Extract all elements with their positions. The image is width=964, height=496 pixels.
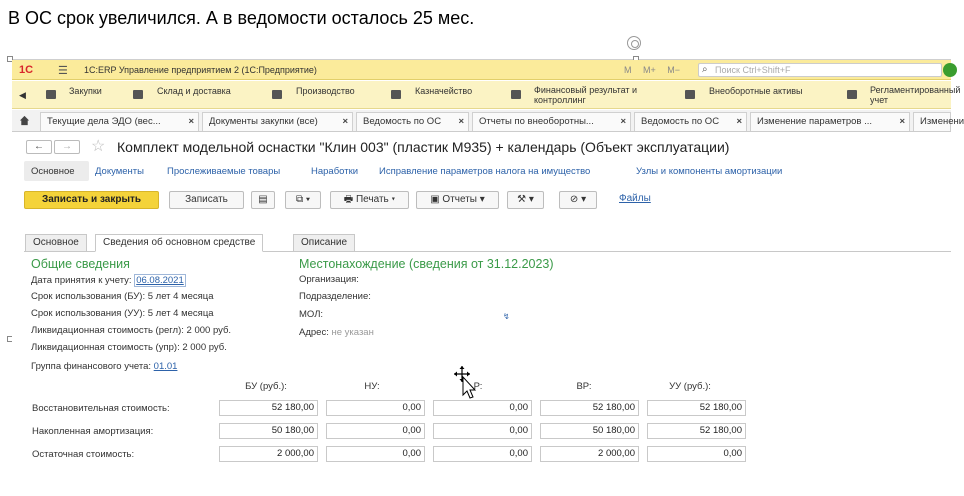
- bookmark-buttons: [624, 65, 689, 75]
- section-treasury[interactable]: Казначейство: [415, 86, 473, 96]
- acceptance-date-field: [31, 274, 186, 287]
- move-cursor-icon: [453, 365, 483, 401]
- row-label-restoration: Восстановительная стоимость:: [32, 403, 170, 414]
- subnav-amortization-nodes[interactable]: Узлы и компоненты амортизации: [636, 166, 783, 177]
- app-logo: 1С: [19, 64, 34, 76]
- residual-vr-input[interactable]: 2 000,00: [540, 446, 639, 462]
- car-icon: [685, 90, 695, 99]
- residual-bu-input[interactable]: 2 000,00: [219, 446, 318, 462]
- search-icon: ⌕: [702, 64, 708, 75]
- report-icon: [847, 90, 857, 99]
- print-button[interactable]: 🖶 Печать ▾: [330, 191, 409, 209]
- section-purchases[interactable]: Закупки: [69, 86, 102, 96]
- global-search-input[interactable]: [698, 63, 942, 77]
- financial-group-label: Группа финансового учета:: [31, 361, 152, 372]
- section-regulated-accounting[interactable]: Регламентированный учет: [870, 85, 961, 105]
- col-header-uu: УУ (руб.):: [669, 381, 711, 392]
- subnav-traceable-goods[interactable]: Прослеживаемые товары: [167, 166, 281, 177]
- close-icon[interactable]: ×: [736, 116, 742, 127]
- section-financial-result[interactable]: Финансовый результат и контроллинг: [534, 85, 638, 105]
- restoration-bu-input[interactable]: 52 180,00: [219, 400, 318, 416]
- col-header-bu: БУ (руб.):: [245, 381, 287, 392]
- title-bar: [12, 60, 951, 80]
- col-header-nu: НУ:: [364, 381, 380, 392]
- address-value: не указан: [331, 327, 374, 338]
- tab-label: Документы закупки (все): [209, 116, 318, 127]
- tab-noncurrent-reports[interactable]: [472, 112, 631, 131]
- subnav-main[interactable]: Основное: [31, 166, 75, 177]
- col-header-r: Р:: [473, 381, 483, 392]
- reports-button[interactable]: ▣ Отчеты ▾: [416, 191, 499, 209]
- structure-icon[interactable]: ▤: [251, 191, 275, 209]
- tab-os-statement-2[interactable]: [634, 112, 747, 131]
- residual-r-input[interactable]: 0,00: [433, 446, 532, 462]
- save-and-close-button[interactable]: Записать и закрыть: [24, 191, 159, 209]
- rotate-handle-icon[interactable]: [627, 36, 641, 50]
- depreciation-vr-input[interactable]: 50 180,00: [540, 423, 639, 439]
- subnav-property-tax[interactable]: Исправление параметров налога на имущество: [379, 166, 591, 177]
- form-tab-description[interactable]: Описание: [293, 234, 355, 252]
- back-button[interactable]: ←: [26, 140, 52, 154]
- m-button[interactable]: M: [624, 65, 632, 75]
- liquidation-regl-field: Ликвидационная стоимость (регл): 2 000 руб.: [31, 325, 232, 336]
- tab-change[interactable]: [913, 112, 964, 131]
- tab-label: Текущие дела ЭДО (вес...: [47, 116, 161, 127]
- section-bar: [12, 81, 961, 109]
- liquidation-upr-field: Ликвидационная стоимость (упр): 2 000 руб.: [31, 342, 227, 353]
- row-label-depreciation: Накопленная амортизация:: [32, 426, 154, 437]
- financial-group-field: [31, 361, 177, 372]
- save-button[interactable]: Записать: [169, 191, 244, 209]
- tab-label: Ведомость по ОС: [641, 116, 720, 127]
- treasury-icon: [391, 90, 401, 99]
- acceptance-date-link[interactable]: 06.08.2021: [136, 275, 184, 286]
- open-tabs-bar: [12, 110, 964, 132]
- factory-icon: [272, 90, 282, 99]
- scroll-left-icon[interactable]: ◀: [19, 90, 26, 100]
- tab-edo[interactable]: [40, 112, 199, 131]
- acceptance-date-label: Дата принятия к учету:: [31, 275, 132, 286]
- form-tab-os-info[interactable]: Сведения об основном средстве: [95, 234, 263, 252]
- m-minus-button[interactable]: M−: [667, 65, 681, 75]
- reports-label: Отчеты: [442, 194, 477, 205]
- location-section-title: Местонахождение (сведения от 31.12.2023): [299, 257, 554, 271]
- section-fixed-assets[interactable]: Внеоборотные активы: [709, 86, 803, 96]
- address-label: Адрес:: [299, 327, 329, 338]
- address-field: [299, 327, 374, 338]
- tools-icon[interactable]: ⚒ ▾: [507, 191, 544, 209]
- caption-text: В ОС срок увеличился. А в ведомости осталось 25 мес.: [8, 8, 475, 28]
- search-placeholder: Поиск Ctrl+Shift+F: [715, 65, 791, 75]
- app-window: [12, 60, 964, 496]
- section-production[interactable]: Производство: [296, 86, 355, 96]
- restoration-vr-input[interactable]: 52 180,00: [540, 400, 639, 416]
- col-header-vr: ВР:: [576, 381, 592, 392]
- term-uu-field: Срок использования (УУ): 5 лет 4 месяца: [31, 308, 214, 319]
- mol-field: МОЛ:: [299, 309, 324, 320]
- tab-purchase-docs[interactable]: [202, 112, 353, 131]
- depreciation-r-input[interactable]: 0,00: [433, 423, 532, 439]
- menu-icon[interactable]: ☰: [58, 65, 68, 77]
- subnav-runtime[interactable]: Наработки: [311, 166, 359, 177]
- close-icon[interactable]: ×: [188, 116, 194, 127]
- attach-icon[interactable]: ⊘ ▾: [559, 191, 597, 209]
- restoration-r-input[interactable]: 0,00: [433, 400, 532, 416]
- tab-param-change[interactable]: [750, 112, 910, 131]
- tab-label: Ведомость по ОС: [363, 116, 442, 127]
- tab-label: Отчеты по внеоборотны...: [479, 116, 594, 127]
- warehouse-icon: [133, 90, 143, 99]
- restoration-nu-input[interactable]: 0,00: [326, 400, 425, 416]
- close-icon[interactable]: ×: [458, 116, 464, 127]
- user-status-icon[interactable]: [943, 63, 957, 77]
- financial-group-link[interactable]: 01.01: [153, 361, 178, 372]
- depreciation-bu-input[interactable]: 50 180,00: [219, 423, 318, 439]
- section-warehouse[interactable]: Склад и доставка: [157, 86, 231, 96]
- print-label: Печать: [355, 194, 389, 205]
- depreciation-nu-input[interactable]: 0,00: [326, 423, 425, 439]
- subnav-documents[interactable]: Документы: [95, 166, 144, 177]
- general-section-title: Общие сведения: [31, 257, 130, 271]
- create-based-on-icon[interactable]: ⧉ ▾: [285, 191, 321, 209]
- close-icon[interactable]: ×: [342, 116, 348, 127]
- close-icon[interactable]: ×: [899, 116, 905, 127]
- forward-button[interactable]: →: [54, 140, 80, 154]
- chart-icon: [511, 90, 521, 99]
- favorite-star-icon[interactable]: ☆: [91, 138, 106, 155]
- app-title: 1С:ERP Управление предприятием 2 (1С:Предприятие): [84, 65, 317, 75]
- cart-icon: [46, 90, 56, 99]
- department-field: Подразделение:: [299, 291, 371, 302]
- files-link[interactable]: Файлы: [619, 193, 651, 204]
- tab-label: Изменение параметров ...: [757, 116, 873, 127]
- restoration-uu-input[interactable]: 52 180,00: [647, 400, 746, 416]
- organization-field: Организация:: [299, 274, 359, 285]
- residual-nu-input[interactable]: 0,00: [326, 446, 425, 462]
- home-icon[interactable]: [19, 115, 30, 126]
- close-icon[interactable]: ×: [620, 116, 626, 127]
- depreciation-uu-input[interactable]: 52 180,00: [647, 423, 746, 439]
- form-title: Комплект модельной оснастки "Клин 003" (пластик М935) + календарь (Объект эксплуатации): [117, 139, 730, 155]
- tab-label: Изменени: [920, 116, 964, 127]
- form-tab-main[interactable]: Основное: [25, 234, 87, 252]
- mol-marker-icon: ↯: [503, 312, 510, 321]
- m-plus-button[interactable]: M+: [643, 65, 656, 75]
- row-label-residual: Остаточная стоимость:: [32, 449, 135, 460]
- tab-os-statement[interactable]: [356, 112, 469, 131]
- residual-uu-input[interactable]: 0,00: [647, 446, 746, 462]
- term-bu-field: Срок использования (БУ): 5 лет 4 месяца: [31, 291, 214, 302]
